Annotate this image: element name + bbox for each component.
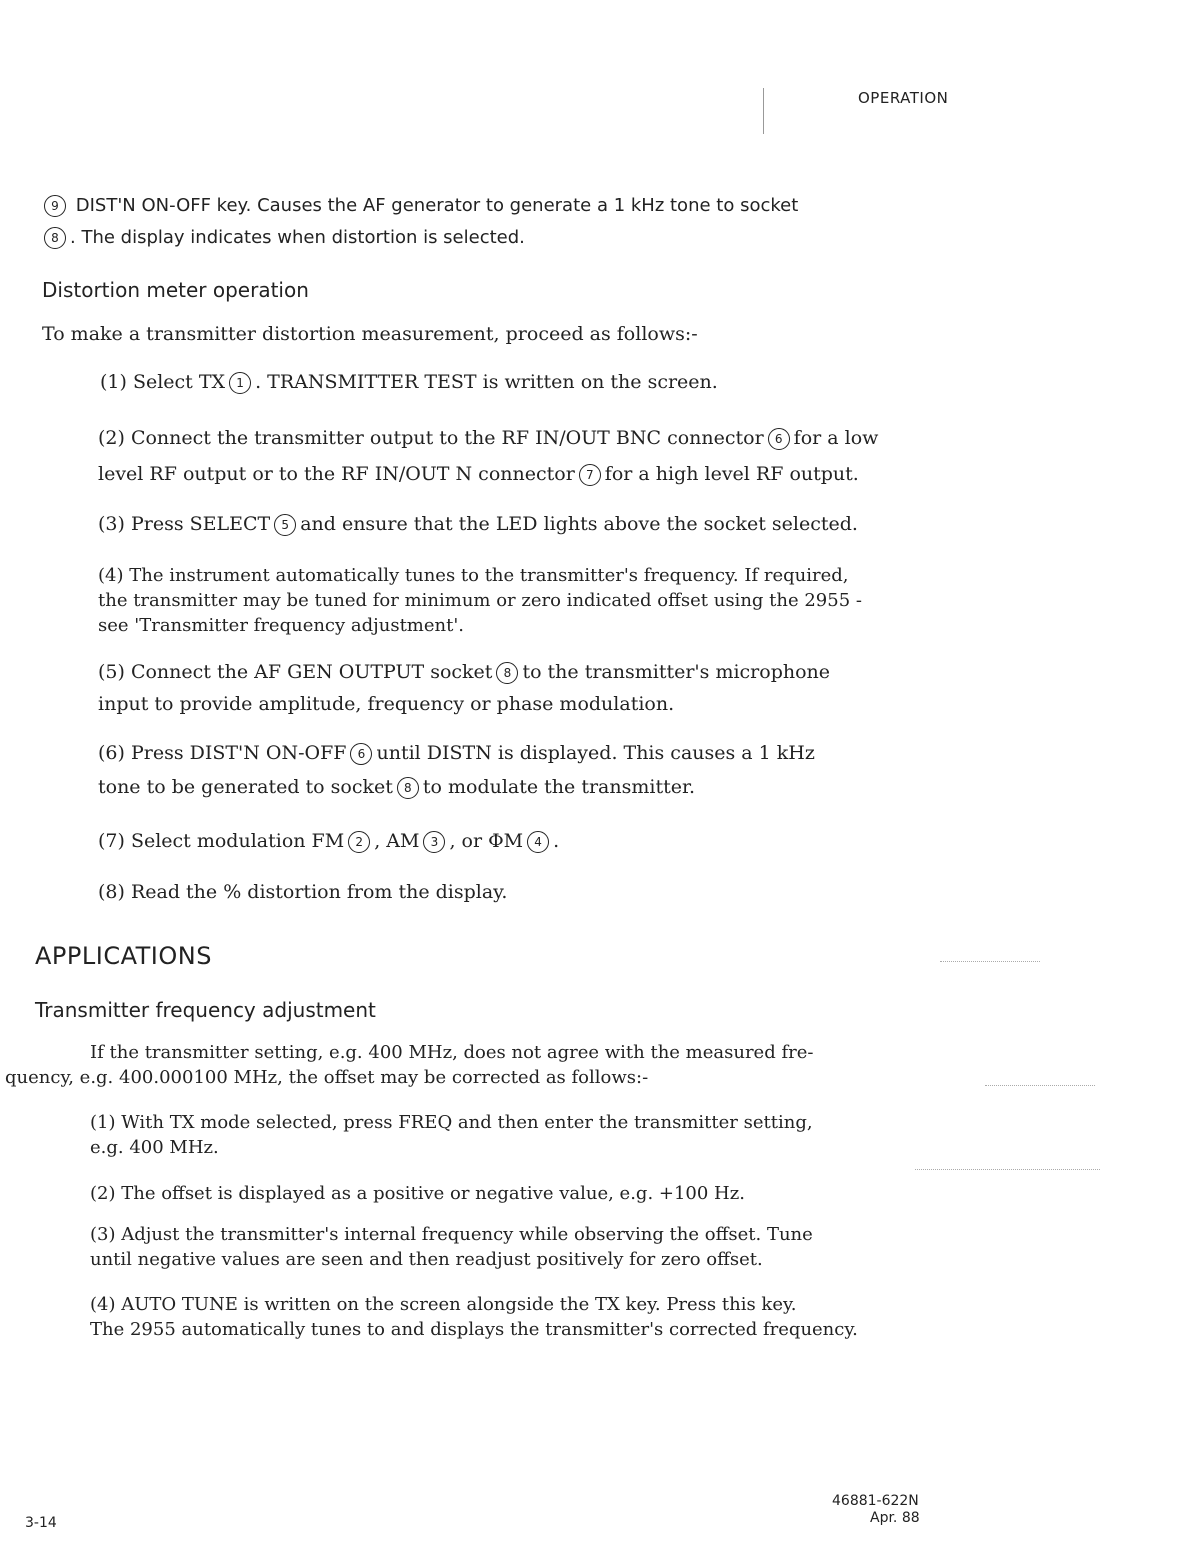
- key9-paragraph: [40, 190, 798, 254]
- section-header: OPERATION: [858, 89, 949, 107]
- step-7-text: (7) Select modulation FM: [98, 830, 345, 852]
- distortion-lead: To make a transmitter distortion measurement, proceed as follows:-: [42, 323, 698, 345]
- app-step-1: [90, 1110, 813, 1160]
- step-5-text: (5) Connect the AF GEN OUTPUT socket: [98, 661, 493, 683]
- key8-text: . The display indicates when distortion is selected.: [70, 227, 525, 248]
- step-2-text-d: for a high level RF output.: [604, 463, 859, 485]
- app-step-1-line-1: (1) With TX mode selected, press FREQ and then enter the transmitter setting,: [90, 1112, 813, 1133]
- applications-subheading: Transmitter frequency adjustment: [35, 998, 376, 1022]
- page-number: 3-14: [25, 1515, 57, 1531]
- key-9-badge: 9: [44, 195, 66, 217]
- applications-intro-line-1: If the transmitter setting, e.g. 400 MHz, does not agree with the measured fre-: [90, 1042, 814, 1063]
- key-8-badge: 8: [44, 227, 66, 249]
- distortion-heading: Distortion meter operation: [42, 278, 309, 302]
- applications-intro: [5, 1040, 813, 1090]
- step-7: [98, 825, 559, 857]
- header-rule: [763, 88, 764, 134]
- app-step-4-line-2: The 2955 automatically tunes to and displays the transmitter's corrected frequency.: [90, 1319, 858, 1340]
- key-8-badge-b: 8: [496, 662, 518, 684]
- step-8: (8) Read the % distortion from the display.: [98, 881, 508, 903]
- key9-text: DIST'N ON-OFF key. Causes the AF generator to generate a 1 kHz tone to socket: [75, 195, 799, 216]
- step-6-text: (6) Press DIST'N ON-OFF: [98, 742, 347, 764]
- step-2: [98, 420, 878, 492]
- scan-mark: [940, 961, 1040, 962]
- key-1-badge: 1: [229, 372, 251, 394]
- step-1-text-b: . TRANSMITTER TEST is written on the screen.: [255, 371, 718, 393]
- step-5-text-b: to the transmitter's microphone: [522, 661, 831, 683]
- key-5-badge: 5: [274, 514, 296, 536]
- key-4-badge: 4: [527, 831, 549, 853]
- step-3: [98, 508, 858, 540]
- app-step-3-line-2: until negative values are seen and then readjust positively for zero offset.: [90, 1249, 763, 1270]
- key-2-badge: 2: [348, 831, 370, 853]
- step-5-text-c: input to provide amplitude, frequency or phase modulation.: [98, 693, 675, 715]
- step-4: [98, 563, 862, 638]
- step-2-text: (2) Connect the transmitter output to the RF IN/OUT BNC connector: [98, 427, 764, 449]
- step-6: [98, 736, 815, 804]
- step-7-text-d: .: [553, 830, 560, 852]
- app-step-4-line-1: (4) AUTO TUNE is written on the screen alongside the TX key. Press this key.: [90, 1294, 797, 1315]
- applications-intro-line-2: quency, e.g. 400.000100 MHz, the offset may be corrected as follows:-: [5, 1067, 649, 1088]
- scan-mark: [915, 1169, 1100, 1170]
- document-number: 46881-622N: [832, 1493, 919, 1509]
- key-6-badge-b: 6: [350, 743, 372, 765]
- app-step-1-line-2: e.g. 400 MHz.: [90, 1137, 219, 1158]
- step-2-text-b: for a low: [793, 427, 879, 449]
- step-4-line-1: (4) The instrument automatically tunes to the transmitter's frequency. If required,: [98, 565, 849, 586]
- step-1-text: (1) Select TX: [100, 371, 226, 393]
- key-3-badge: 3: [423, 831, 445, 853]
- app-step-3-line-1: (3) Adjust the transmitter's internal frequency while observing the offset. Tune: [90, 1224, 813, 1245]
- step-4-line-3: see 'Transmitter frequency adjustment'.: [98, 615, 465, 636]
- step-2-text-c: level RF output or to the RF IN/OUT N connector: [98, 463, 575, 485]
- app-step-3: [90, 1222, 813, 1272]
- step-3-text-b: and ensure that the LED lights above the socket selected.: [300, 513, 858, 535]
- step-1: [100, 366, 718, 398]
- key-8-badge-c: 8: [397, 777, 419, 799]
- applications-heading: APPLICATIONS: [35, 942, 212, 970]
- step-4-line-2: the transmitter may be tuned for minimum or zero indicated offset using the 2955 -: [98, 590, 862, 611]
- app-step-4: [90, 1292, 858, 1342]
- step-5: [98, 656, 830, 720]
- step-6-text-b: until DISTN is displayed. This causes a 1 kHz: [376, 742, 815, 764]
- step-6-text-d: to modulate the transmitter.: [422, 776, 695, 798]
- scan-mark: [985, 1085, 1095, 1086]
- app-step-2: (2) The offset is displayed as a positive or negative value, e.g. +100 Hz.: [90, 1183, 745, 1204]
- step-3-text: (3) Press SELECT: [98, 513, 271, 535]
- step-7-text-b: , AM: [374, 830, 420, 852]
- step-7-text-c: , or ΦM: [449, 830, 524, 852]
- document-date: Apr. 88: [870, 1510, 920, 1526]
- key-7-badge: 7: [579, 464, 601, 486]
- step-6-text-c: tone to be generated to socket: [98, 776, 393, 798]
- key-6-badge: 6: [768, 428, 790, 450]
